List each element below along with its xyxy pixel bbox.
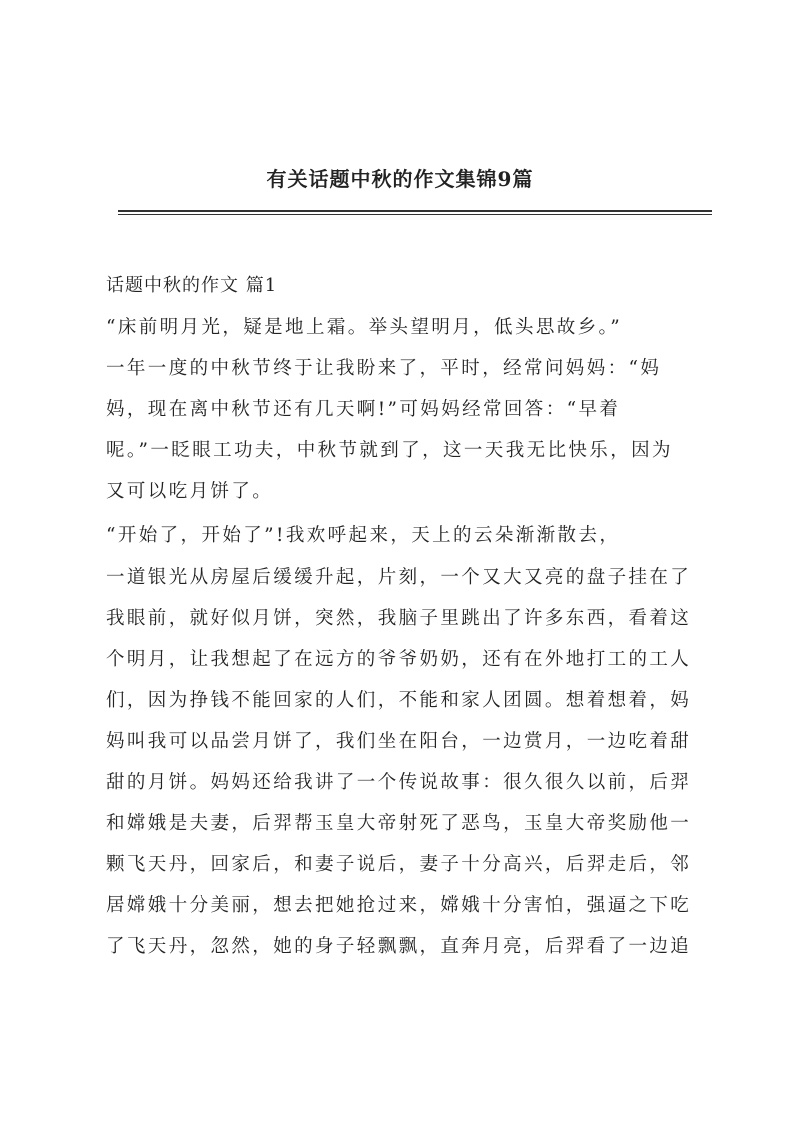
text-line: “床前明月光，疑是地上霜。举头望明月，低头思故乡。” xyxy=(106,317,623,338)
title-divider-thick xyxy=(118,210,712,212)
text-line: 妈，现在离中秋节还有几天啊!”可妈妈经常回答：“早着 xyxy=(106,399,621,420)
text-line: 了飞天丹，忽然，她的身子轻飘飘，直奔月亮，后羿看了一边追 xyxy=(106,936,692,957)
text-line: 一年一度的中秋节终于让我盼来了，平时，经常问妈妈：“妈 xyxy=(106,358,662,379)
text-line: 我眼前，就好似月饼，突然，我脑子里跳出了许多东西，看着这 xyxy=(106,608,692,629)
section-heading: 话题中秋的作文 篇1 xyxy=(106,275,278,296)
text-line: 又可以吃月饼了。 xyxy=(106,481,274,502)
text-line: 呢。”一眨眼工功夫，中秋节就到了，这一天我无比快乐，因为 xyxy=(106,440,673,461)
text-line: 们，因为挣钱不能回家的人们，不能和家人团圆。想着想着，妈 xyxy=(106,690,692,711)
text-line: 和嫦娥是夫妻，后羿帮玉皇大帝射死了恶鸟，玉皇大帝奖励他一 xyxy=(106,813,692,834)
title-divider-thin xyxy=(118,214,712,215)
text-line: 妈叫我可以品尝月饼了，我们坐在阳台，一边赏月，一边吃着甜 xyxy=(106,731,692,752)
text-line: 个明月，让我想起了在远方的爷爷奶奶，还有在外地打工的工人 xyxy=(106,649,692,670)
text-line: 甜的月饼。妈妈还给我讲了一个传说故事：很久很久以前，后羿 xyxy=(106,772,692,793)
text-line: “开始了，开始了”!我欢呼起来，天上的云朵渐渐散去， xyxy=(106,525,621,546)
text-line: 一道银光从房屋后缓缓升起，片刻，一个又大又亮的盘子挂在了 xyxy=(106,567,692,588)
document-title: 有关话题中秋的作文集锦9篇 xyxy=(266,167,534,191)
text-line: 颗飞天丹，回家后，和妻子说后，妻子十分高兴，后羿走后，邻 xyxy=(106,854,692,875)
text-line: 居嫦娥十分美丽，想去把她抢过来，嫦娥十分害怕，强逼之下吃 xyxy=(106,895,692,916)
